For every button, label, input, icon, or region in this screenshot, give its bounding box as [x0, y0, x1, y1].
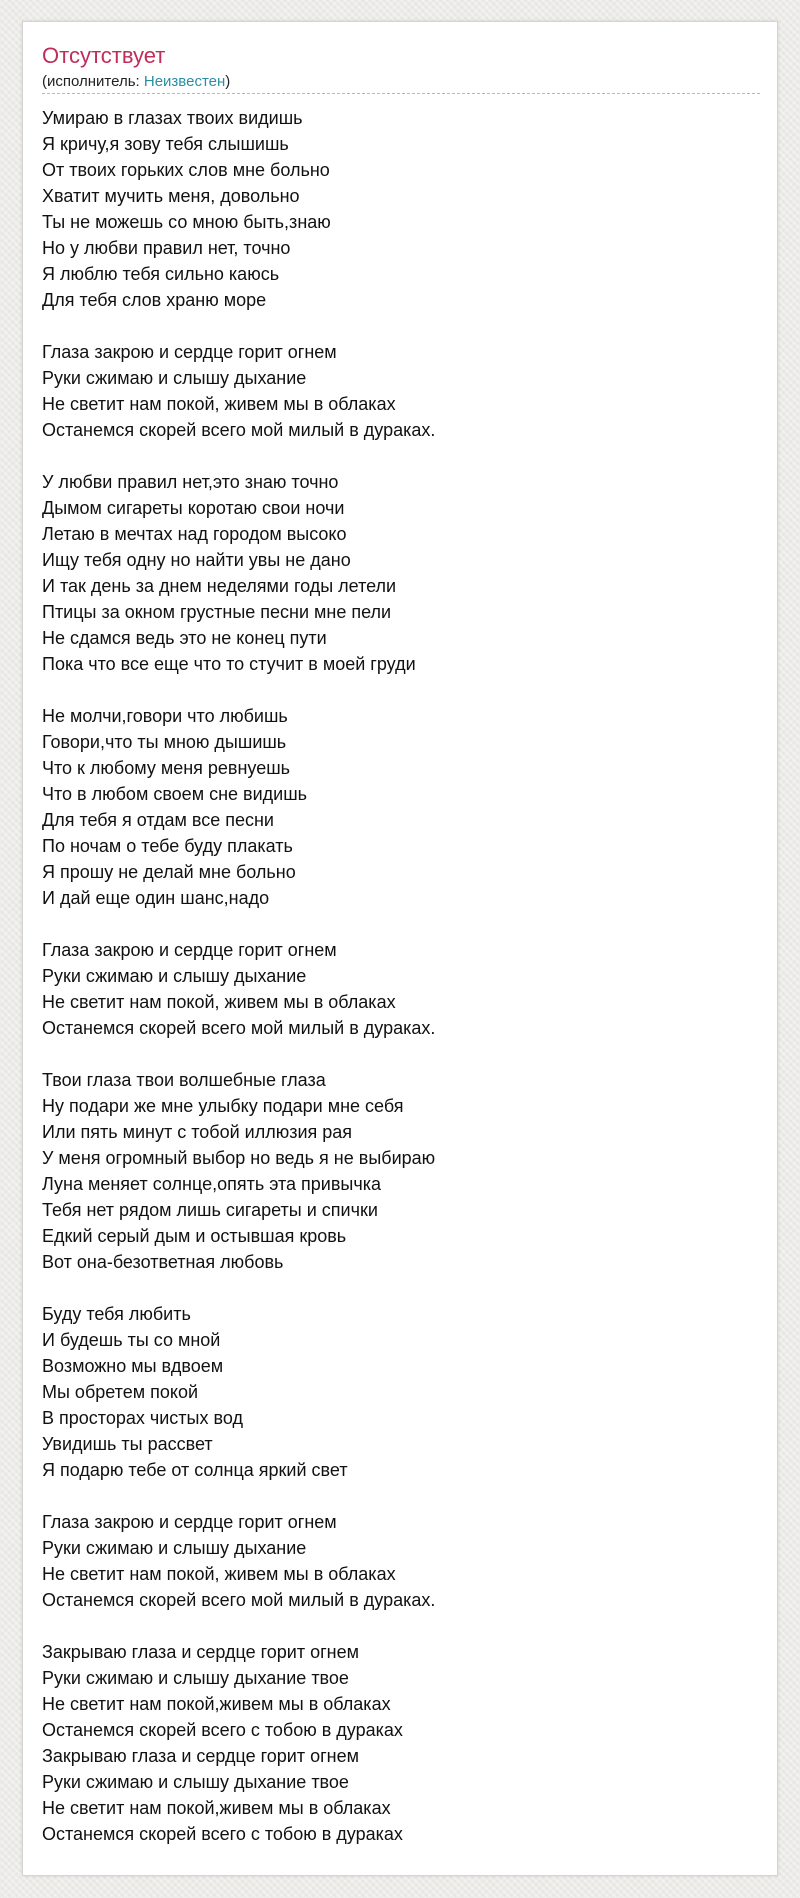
lyrics-line: Глаза закрою и сердце горит огнем	[42, 940, 337, 960]
lyrics-line: Едкий серый дым и остывшая кровь	[42, 1226, 347, 1246]
lyrics-line: Я люблю тебя сильно каюсь	[42, 264, 280, 284]
lyrics-line: Не светит нам покой,живем мы в облаках	[42, 1798, 391, 1818]
lyrics-line: Закрываю глаза и сердце горит огнем	[42, 1642, 360, 1662]
lyrics-card	[22, 21, 778, 1876]
lyrics-line: Руки сжимаю и слышу дыхание	[42, 1538, 307, 1558]
lyrics-line: Не светит нам покой, живем мы в облаках	[42, 992, 396, 1012]
lyrics-line: Птицы за окном грустные песни мне пели	[42, 602, 392, 622]
lyrics-stanza	[42, 1301, 762, 1483]
lyrics-line: По ночам о тебе буду плакать	[42, 836, 293, 856]
lyrics-line: Глаза закрою и сердце горит огнем	[42, 1512, 337, 1532]
lyrics-line: Не светит нам покой,живем мы в облаках	[42, 1694, 391, 1714]
lyrics-stanza	[42, 703, 762, 911]
lyrics-line: Пока что все еще что то стучит в моей груди	[42, 654, 416, 674]
lyrics-line: От твоих горьких слов мне больно	[42, 160, 330, 180]
lyrics-line: Или пять минут с тобой иллюзия рая	[42, 1122, 353, 1142]
lyrics-line: Руки сжимаю и слышу дыхание	[42, 368, 307, 388]
lyrics-line: И дай еще один шанс,надо	[42, 888, 270, 908]
lyrics-line: Умираю в глазах твоих видишь	[42, 108, 303, 128]
song-title: Отсутствует	[42, 43, 166, 68]
lyrics-line: Мы обретем покой	[42, 1382, 199, 1402]
lyrics-line: Глаза закрою и сердце горит огнем	[42, 342, 337, 362]
lyrics-stanza	[42, 1509, 762, 1613]
artist-link[interactable]: Неизвестен	[143, 73, 226, 90]
lyrics-line: Останемся скорей всего с тобою в дураках	[42, 1824, 403, 1844]
song-meta	[42, 73, 230, 91]
lyrics-line: И будешь ты со мной	[42, 1330, 221, 1350]
lyrics-stanza	[42, 1639, 762, 1847]
lyrics-line: Для тебя слов храню море	[42, 290, 267, 310]
lyrics-line: Останемся скорей всего мой милый в дураках.	[42, 1018, 436, 1038]
title-divider	[42, 93, 760, 94]
lyrics-line: Останемся скорей всего с тобою в дураках	[42, 1720, 403, 1740]
lyrics-line: У меня огромный выбор но ведь я не выбираю	[42, 1148, 436, 1168]
lyrics-line: Вот она-безответная любовь	[42, 1252, 284, 1272]
lyrics-line: Твои глаза твои волшебные глаза	[42, 1070, 326, 1090]
lyrics-line: Говори,что ты мною дышишь	[42, 732, 287, 752]
lyrics-line: Я кричу,я зову тебя слышишь	[42, 134, 289, 154]
lyrics-line: Не сдамся ведь это не конец пути	[42, 628, 327, 648]
lyrics-line: Для тебя я отдам все песни	[42, 810, 274, 830]
lyrics-line: Что в любом своем сне видишь	[42, 784, 308, 804]
lyrics-line: Руки сжимаю и слышу дыхание	[42, 966, 307, 986]
lyrics-line: Ну подари же мне улыбку подари мне себя	[42, 1096, 404, 1116]
lyrics-line: Не светит нам покой, живем мы в облаках	[42, 1564, 396, 1584]
lyrics-stanza	[42, 105, 762, 313]
lyrics-line: Руки сжимаю и слышу дыхание твое	[42, 1668, 349, 1688]
lyrics-line: Увидишь ты рассвет	[42, 1434, 213, 1454]
lyrics-line: Буду тебя любить	[42, 1304, 191, 1324]
lyrics-line: Что к любому меня ревнуешь	[42, 758, 291, 778]
lyrics-text	[42, 105, 762, 1873]
lyrics-line: Но у любви правил нет, точно	[42, 238, 291, 258]
lyrics-line: В просторах чистых вод	[42, 1408, 243, 1428]
lyrics-line: Ты не можешь со мною быть,знаю	[42, 212, 331, 232]
lyrics-stanza	[42, 469, 762, 677]
lyrics-line: Луна меняет солнце,опять эта привычка	[42, 1174, 382, 1194]
lyrics-line: Руки сжимаю и слышу дыхание твое	[42, 1772, 349, 1792]
lyrics-line: Закрываю глаза и сердце горит огнем	[42, 1746, 360, 1766]
lyrics-line: Летаю в мечтах над городом высоко	[42, 524, 347, 544]
lyrics-line: Хватит мучить меня, довольно	[42, 186, 300, 206]
lyrics-line: И так день за днем неделями годы летели	[42, 576, 397, 596]
artist-suffix: )	[225, 73, 231, 90]
lyrics-line: Не светит нам покой, живем мы в облаках	[42, 394, 396, 414]
lyrics-line: Тебя нет рядом лишь сигареты и спички	[42, 1200, 378, 1220]
lyrics-line: Я прошу не делай мне больно	[42, 862, 296, 882]
lyrics-line: У любви правил нет,это знаю точно	[42, 472, 339, 492]
lyrics-stanza	[42, 937, 762, 1041]
lyrics-line: Дымом сигареты коротаю свои ночи	[42, 498, 345, 518]
lyrics-line: Останемся скорей всего мой милый в дураках.	[42, 1590, 436, 1610]
lyrics-stanza	[42, 339, 762, 443]
lyrics-line: Останемся скорей всего мой милый в дураках.	[42, 420, 436, 440]
lyrics-line: Не молчи,говори что любишь	[42, 706, 288, 726]
lyrics-line: Я подарю тебе от солнца яркий свет	[42, 1460, 348, 1480]
lyrics-line: Возможно мы вдвоем	[42, 1356, 224, 1376]
artist-prefix: (исполнитель:	[42, 73, 144, 90]
lyrics-stanza	[42, 1067, 762, 1275]
lyrics-line: Ищу тебя одну но найти увы не дано	[42, 550, 351, 570]
